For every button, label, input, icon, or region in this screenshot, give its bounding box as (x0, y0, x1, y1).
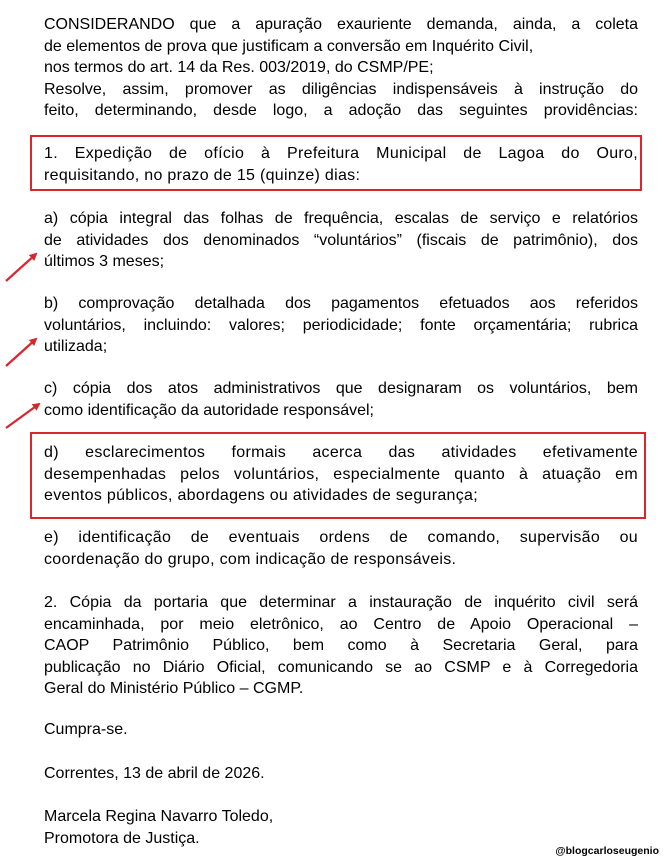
arrow-icon (6, 339, 36, 366)
arrow-icon (6, 254, 36, 281)
text-line: eventos públicos, abordagens ou atividades de segurança; (44, 487, 478, 504)
text-line: últimos 3 meses; (44, 253, 165, 270)
text-line: encaminhada, por meio eletrônico, ao Centro de Apoio Operacional – (44, 615, 638, 633)
text-line: nos termos do art. 14 da Res. 003/2019, do CSMP/PE; (44, 59, 434, 76)
text-line: 2. Cópia da portaria que determinar a instauração de inquérito civil será (44, 594, 638, 611)
text-line: 1. Expedição de ofício à Prefeitura Municipal de Lagoa do Ouro, (44, 145, 638, 162)
signature-name: Marcela Regina Navarro Toledo, (44, 808, 274, 825)
text-line: feito, determinando, desde logo, a adoção das seguintes providências: (44, 102, 638, 119)
text-line: desempenhadas pelos voluntários, especialmente quanto à atuação em (44, 465, 638, 483)
text-line: como identificação da autoridade responsável; (44, 401, 374, 419)
text-line: d) esclarecimentos formais acerca das atividades efetivamente (44, 444, 638, 461)
signature-title: Promotora de Justiça. (44, 829, 200, 847)
text-line: c) cópia dos atos administrativos que designaram os voluntários, bem (44, 380, 638, 397)
text-line: b) comprovação detalhada dos pagamentos efetuados aos referidos (44, 295, 638, 312)
text-line: a) cópia integral das folhas de frequência, escalas de serviço e relatórios (44, 210, 638, 227)
text-line: de atividades dos denominados “voluntários” (fiscais de patrimônio), dos (44, 231, 638, 249)
text-line: requisitando, no prazo de 15 (quinze) dias: (44, 166, 361, 184)
text-line: voluntários, incluindo: valores; periodicidade; fonte orçamentária; rubrica (44, 316, 638, 334)
arrow-icon (6, 404, 39, 428)
watermark: @blogcarloseugenio (555, 845, 659, 857)
text-line: Resolve, assim, promover as diligências indispensáveis à instrução do (44, 80, 638, 98)
text-line: e) identificação de eventuais ordens de comando, supervisão ou (44, 529, 638, 546)
text-line: CONSIDERANDO que a apuração exauriente demanda, ainda, a coleta (44, 16, 638, 33)
text-line: coordenação do grupo, com indicação de responsáveis. (44, 550, 457, 568)
text-line: publicação no Diário Oficial, comunicando se ao CSMP e à Corregedoria (44, 658, 638, 676)
closing-text: Cumpra-se. (44, 721, 128, 738)
text-line: Geral do Ministério Público – CGMP. (44, 680, 304, 697)
text-line: de elementos de prova que justificam a conversão em Inquérito Civil, (44, 37, 534, 55)
text-line: CAOP Patrimônio Público, bem como à Secretaria Geral, para (44, 637, 638, 654)
place-date-text: Correntes, 13 de abril de 2026. (44, 765, 265, 782)
text-line: utilizada; (44, 338, 108, 355)
